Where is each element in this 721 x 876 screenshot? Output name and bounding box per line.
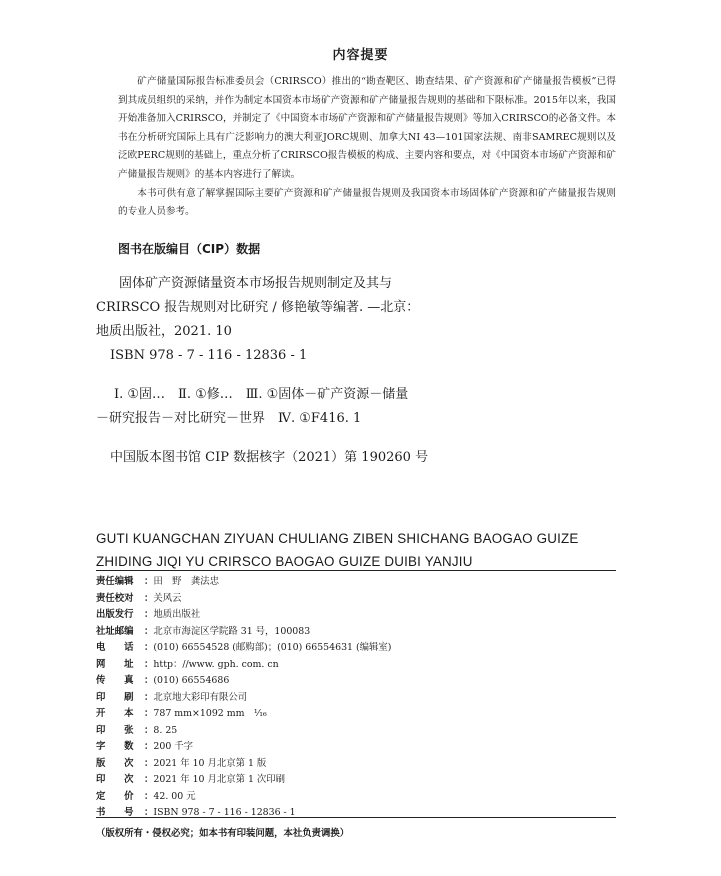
- credit-value: 北京市海淀区学院路 31 号，100083: [153, 625, 311, 637]
- credit-row: [96, 690, 391, 707]
- cip-title-block: [96, 272, 616, 368]
- cip-subject-line: －研究报告－对比研究－世界 Ⅳ. ①F416. 1: [96, 411, 362, 426]
- credit-row: [96, 706, 391, 723]
- credit-separator: ：: [144, 675, 154, 686]
- credit-label: 字 数: [96, 741, 134, 752]
- credit-value: ISBN 978 - 7 - 116 - 12836 - 1: [153, 807, 296, 818]
- credit-label: 开 本: [96, 708, 134, 719]
- divider-top: [96, 570, 616, 571]
- credit-value: 2021 年 10 月北京第 1 次印刷: [153, 774, 286, 785]
- credit-value: 田 野 龚法忠: [153, 576, 220, 587]
- credit-value: 北京地大彩印有限公司: [153, 691, 248, 703]
- abstract-paragraph: 矿产储量国际报告标准委员会（CRIRSCO）推出的“勘查靶区、勘查结果、矿产资源和矿产储量报告模板”已得到其成员组织的采纳，并作为制定本国资本市场矿产资源和矿产储量报告规则的基础和下限标准。2015年以来，我国开始准备加入CRIRSCO，并制定了《中国资本市场矿产资源和矿产储量报告规则》等加入CRIRSCO的必备文件。本书在分析研究国际上具有广泛影响力的澳大利亚JORC规则、加拿大NI 43—101国家法规、南非SAMREC规则以及泛欧PERC规则的基础上，重点分析了CRIRSCO报告模板的构成、主要内容和要点，对《中国资本市场矿产资源和矿产储量报告规则》的基本内容进行了解读。: [118, 76, 616, 180]
- credit-separator: ：: [144, 708, 154, 719]
- credit-separator: ：: [144, 724, 154, 736]
- credit-label: 责任校对: [96, 592, 134, 604]
- credit-row: [96, 805, 391, 822]
- credit-label: 电 话: [96, 642, 134, 653]
- credit-row: [96, 772, 391, 789]
- credit-separator: ：: [144, 807, 154, 818]
- cip-subjects-block: [96, 383, 616, 431]
- credit-row: [96, 574, 391, 591]
- cip-title-line: 固体矿产资源储量资本市场报告规则制定及其与: [119, 276, 393, 291]
- credit-row: [96, 640, 391, 657]
- abstract-title: 内容提要: [332, 48, 389, 63]
- credit-separator: ：: [144, 691, 154, 703]
- credit-value: 2021 年 10 月北京第 1 版: [153, 757, 267, 769]
- cip-isbn: ISBN 978 - 7 - 116 - 12836 - 1: [110, 348, 308, 363]
- credit-label: 书 号: [96, 807, 134, 818]
- cip-title-line: CRIRSCO 报告规则对比研究 / 修艳敏等编著. —北京：: [96, 300, 420, 315]
- credit-label: 责任编辑: [96, 576, 134, 587]
- credit-separator: ：: [144, 625, 154, 637]
- credit-separator: ：: [144, 790, 154, 802]
- cip-heading: 图书在版编目（CIP）数据: [118, 242, 261, 256]
- credit-row: [96, 624, 391, 641]
- credit-label: 印 刷: [96, 691, 134, 703]
- credit-separator: ：: [144, 774, 154, 785]
- credit-separator: ：: [144, 642, 154, 653]
- cip-subject-line: Ⅰ. ①固… Ⅱ. ①修… Ⅲ. ①固体－矿产资源－储量: [114, 387, 409, 402]
- credit-value: 地质出版社: [153, 609, 201, 620]
- credit-value: 42. 00 元: [153, 790, 196, 802]
- abstract-paragraph: 本书可供有意了解掌握国际主要矿产资源和矿产储量报告规则及我国资本市场固体矿产资源和矿产储量报告规则的专业人员参考。: [118, 187, 616, 218]
- credit-row: [96, 789, 391, 806]
- credit-label: 传 真: [96, 675, 134, 686]
- abstract-body: [118, 73, 616, 222]
- credit-value: 200 千字: [153, 741, 194, 752]
- credit-label: 印 次: [96, 774, 134, 785]
- credit-label: 版 次: [96, 757, 134, 769]
- credit-value: 8. 25: [153, 724, 178, 736]
- credit-label: 出版发行: [96, 609, 134, 620]
- credit-separator: ：: [144, 757, 154, 769]
- credit-value: 关风云: [153, 592, 182, 604]
- credit-value: (010) 66554528 (邮购部)；(010) 66554631 (编辑室): [153, 642, 392, 653]
- credit-row: [96, 756, 391, 773]
- credit-row: [96, 607, 391, 624]
- credit-label: 网 址: [96, 658, 134, 670]
- cip-verify-line: 中国版本图书馆 CIP 数据核字（2021）第 190260 号: [110, 450, 429, 465]
- copyright-notice: （版权所有・侵权必究；如本书有印装问题，本社负责调换）: [96, 828, 350, 839]
- credit-row: [96, 673, 391, 690]
- credit-label: 印 张: [96, 724, 134, 736]
- credit-row: [96, 723, 391, 740]
- credit-separator: ：: [144, 592, 154, 604]
- credit-row: [96, 739, 391, 756]
- credit-label: 定 价: [96, 790, 134, 802]
- credit-label: 社址邮编: [96, 625, 134, 637]
- credit-row: [96, 591, 391, 608]
- credit-separator: ：: [144, 741, 154, 752]
- credit-row: [96, 657, 391, 674]
- credit-separator: ：: [144, 658, 154, 670]
- pinyin-title: GUTI KUANGCHAN ZIYUAN CHULIANG ZIBEN SHICHANG BAOGAO GUIZE ZHIDING JIQI YU CRIRSCO BAOGAO GUIZE DUIBI YANJIU: [96, 531, 579, 569]
- credit-value: (010) 66554686: [153, 675, 230, 686]
- credit-separator: ：: [144, 576, 154, 587]
- credit-value: http：//www. gph. com. cn: [153, 658, 279, 670]
- credits-block: [96, 574, 391, 822]
- credit-separator: ：: [144, 609, 154, 620]
- divider-bottom: [96, 817, 616, 818]
- credit-value: 787 mm×1092 mm ¹⁄₁₆: [153, 708, 267, 719]
- cip-title-line: 地质出版社，2021. 10: [96, 324, 232, 339]
